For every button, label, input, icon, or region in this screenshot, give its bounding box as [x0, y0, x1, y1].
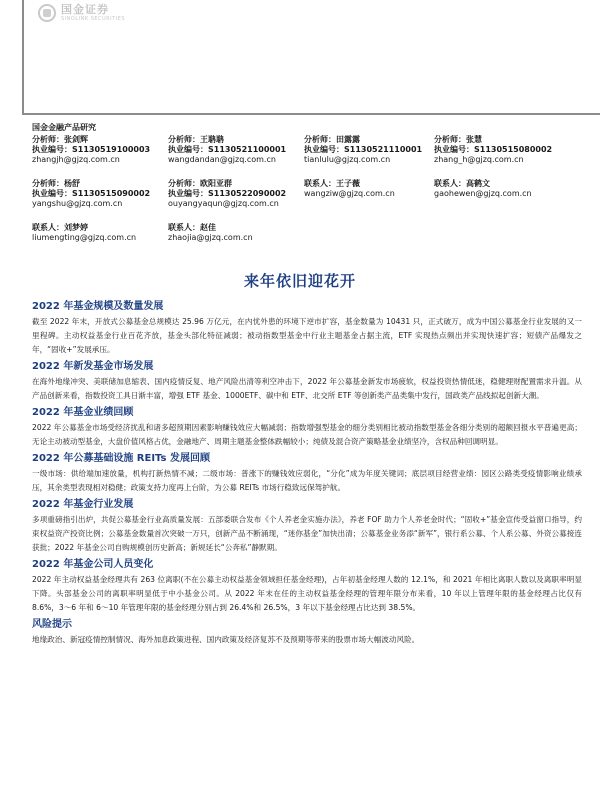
contact-name: 高鹤文 [466, 179, 490, 188]
analyst-card: 分析师：田露露 执业编号：S1130521110001 tianlulu@gjzq.com.cn [304, 135, 434, 165]
contact-email[interactable]: liumengting@gjzq.com.cn [32, 233, 137, 242]
section-risk [32, 618, 582, 647]
report-sections [32, 300, 582, 650]
contact-role: 联系人 [32, 223, 56, 232]
contact-name: 刘梦婷 [64, 223, 88, 232]
logo-en-text: SINOLINK SECURITIES [61, 16, 125, 22]
analyst-email[interactable]: yangshu@gjzq.com.cn [32, 199, 123, 208]
analyst-email[interactable]: zhang_h@gjzq.com.cn [434, 155, 524, 164]
section-title: 2022 年基金公司人员变化 [32, 559, 154, 570]
analyst-card: 分析师：张慧 执业编号：S1130515080002 zhang_h@gjzq.com.cn [434, 135, 570, 165]
cert-number: S1130515090002 [72, 189, 151, 198]
contact-name: 赵佳 [200, 223, 216, 232]
report-header [0, 0, 600, 120]
cert-number: S1130515080002 [474, 145, 553, 154]
analyst-role: 分析师 [32, 135, 56, 144]
contact-card: 联系人：赵佳 zhaojia@gjzq.com.cn [168, 223, 304, 243]
analyst-email[interactable]: wangdandan@gjzq.com.cn [168, 155, 276, 164]
section-body: 2022 年公募基金市场受经济扰乱和诸多超预期因素影响赚钱效应大幅减弱；指数增强型基金的细分类别相比被动指数型基金各细分类别的超额回报水平普遍更高；无论主动被动型基金，大盘价值风格占优，金融地产、周期主题基金整体跌幅较小；纯债及混合资产策略基金业绩坚冷，含权品种回调明显。 [32, 423, 582, 446]
analyst-card: 分析师：杨舒 执业编号：S1130515090002 yangshu@gjzq.com.cn [32, 179, 168, 209]
section-body: 多项重磅指引出炉，共促公募基金行业高质量发展：五部委联合发布《个人养老金实施办法》，养老 FOF 助力个人养老金时代；“固收+”基金宣传受益窗口指导，约束权益资产投资比例；公募基金数量首次突破一万只，创新产品不断涌现，“迷你基金”加快出清；公募基金业务添“新军”，银行系公募、个人系公募、外资公募接连获批；2022 年基金公司自购规模创历史新高；新规延长“公奔私”静默期。 [32, 515, 582, 552]
analyst-email[interactable]: ouyangyaqun@gjzq.com.cn [168, 199, 279, 208]
contact-name: 王子薇 [336, 179, 360, 188]
header-bottom-rule [22, 113, 600, 115]
section-title: 2022 年基金规模及数量发展 [32, 301, 164, 312]
department-label: 国金金融产品研究 [32, 123, 96, 132]
header-left-rule [22, 0, 24, 115]
section-scale [32, 300, 582, 357]
section-body: 在海外地缘冲突、美联储加息缩表、国内疫情反复、地产风险出清等利空冲击下，2022 年公募基金新发市场疲软，权益投资热情低迷，稳健理财配置需求升温。从产品创新来看，指数投资工具日渐丰富，增强 ETF 基金、1000ETF、碳中和 ETF、北交所 ETF 等创新类产品类集中发行，国政类产品线拟起创新大潮。 [32, 377, 582, 400]
logo-icon [38, 4, 56, 22]
contact-email[interactable]: gaohewen@gjzq.com.cn [434, 189, 532, 198]
section-title: 2022 年公募基础设施 REITs 发展回顾 [32, 453, 210, 464]
section-body: 截至 2022 年末，开放式公募基金总规模达 25.96 万亿元，在内忧外患的环境下逆市扩容，基金数量为 10431 只，正式破万，成为中国公募基金行业发展的又一里程碑。主动权益基金行业百花齐放，基金头部化特征减弱；被动指数型基金中行业主题基金占据主流，ETF 实现热点频出并实现快速扩容；短债产品爆发之年，“固收+”发展承压。 [32, 317, 582, 354]
section-body: 地缘政治、新冠疫情控制情况、海外加息政策进程、国内政策及经济复苏不及预期等带来的股票市场大幅波动风险。 [32, 635, 420, 644]
section-industry [32, 498, 582, 555]
cert-label: 执业编号 [168, 145, 200, 154]
cert-label: 执业编号 [168, 189, 200, 198]
analyst-block [32, 122, 582, 243]
report-title: 来年依旧迎花开 [243, 272, 356, 290]
section-title: 风险提示 [32, 619, 72, 630]
contact-role: 联系人 [168, 223, 192, 232]
section-reits [32, 452, 582, 495]
section-performance [32, 406, 582, 449]
cert-number: S1130521110001 [344, 145, 423, 154]
section-personnel [32, 558, 582, 615]
analyst-email[interactable]: zhangjh@gjzq.com.cn [32, 155, 120, 164]
analyst-role: 分析师 [32, 179, 56, 188]
analyst-role: 分析师 [434, 135, 458, 144]
contact-role: 联系人 [304, 179, 328, 188]
cert-label: 执业编号 [304, 145, 336, 154]
analyst-name: 杨舒 [64, 179, 80, 188]
analyst-email[interactable]: tianlulu@gjzq.com.cn [304, 155, 391, 164]
contact-email[interactable]: zhaojia@gjzq.com.cn [168, 233, 253, 242]
contact-card: 联系人：高鹤文 gaohewen@gjzq.com.cn [434, 179, 570, 209]
analyst-name: 田露露 [336, 135, 360, 144]
section-new-funds [32, 360, 582, 403]
analyst-role: 分析师 [168, 135, 192, 144]
cert-number: S1130521100001 [208, 145, 287, 154]
contact-card: 联系人：王子薇 wangziw@gjzq.com.cn [304, 179, 434, 209]
analyst-name: 欧阳亚群 [200, 179, 232, 188]
analyst-role: 分析师 [304, 135, 328, 144]
contact-email[interactable]: wangziw@gjzq.com.cn [304, 189, 395, 198]
section-title: 2022 年新发基金市场发展 [32, 361, 154, 372]
cert-number: S1130522090002 [208, 189, 287, 198]
contact-card: 联系人：刘梦婷 liumengting@gjzq.com.cn [32, 223, 168, 243]
analyst-role: 分析师 [168, 179, 192, 188]
logo-cn-text: 国金证券 [61, 3, 109, 16]
analyst-grid [32, 135, 582, 243]
analyst-card: 分析师：张剑辉 执业编号：S1130519100003 zhangjh@gjzq.com.cn [32, 135, 168, 165]
company-logo [38, 4, 125, 22]
section-body: 一级市场：供给端加速放量，机构打新热情不减；二级市场：普涨下的赚钱效应弱化，“分化”成为年度关键词；底层项目经营业绩：园区公路类受疫情影响业绩承压，其余类型表现相对稳健；政策支持力度再上台阶，为公募 REITs 市场行稳致远保驾护航。 [32, 469, 582, 492]
cert-label: 执业编号 [32, 189, 64, 198]
section-title: 2022 年基金行业发展 [32, 499, 134, 510]
contact-role: 联系人 [434, 179, 458, 188]
analyst-card: 分析师：王聃聃 执业编号：S1130521100001 wangdandan@gjzq.com.cn [168, 135, 304, 165]
section-title: 2022 年基金业绩回顾 [32, 407, 134, 418]
analyst-name: 王聃聃 [200, 135, 224, 144]
section-body: 2022 年主动权益基金经理共有 263 位离职(不在公募主动权益基金领域担任基金经理)，占年初基金经理人数的 12.1%，和 2021 年相比离职人数以及离职率明显下降。头部基金公司的离职率明显低于中小基金公司。从 2022 年末在任的主动权益基金经理的管理年限分布来看，10 年以上管理年限的基金经理占比仅有 8.6%，3～6 年和 6～10 年管理年限的基金经理分别占到 26.4%和 26.5%，3 年以下基金经理占比达到 38.5%。 [32, 575, 582, 612]
analyst-name: 张剑辉 [64, 135, 88, 144]
cert-number: S1130519100003 [72, 145, 151, 154]
analyst-card: 分析师：欧阳亚群 执业编号：S1130522090002 ouyangyaqun@gjzq.com.cn [168, 179, 304, 209]
analyst-name: 张慧 [466, 135, 482, 144]
cert-label: 执业编号 [32, 145, 64, 154]
cert-label: 执业编号 [434, 145, 466, 154]
